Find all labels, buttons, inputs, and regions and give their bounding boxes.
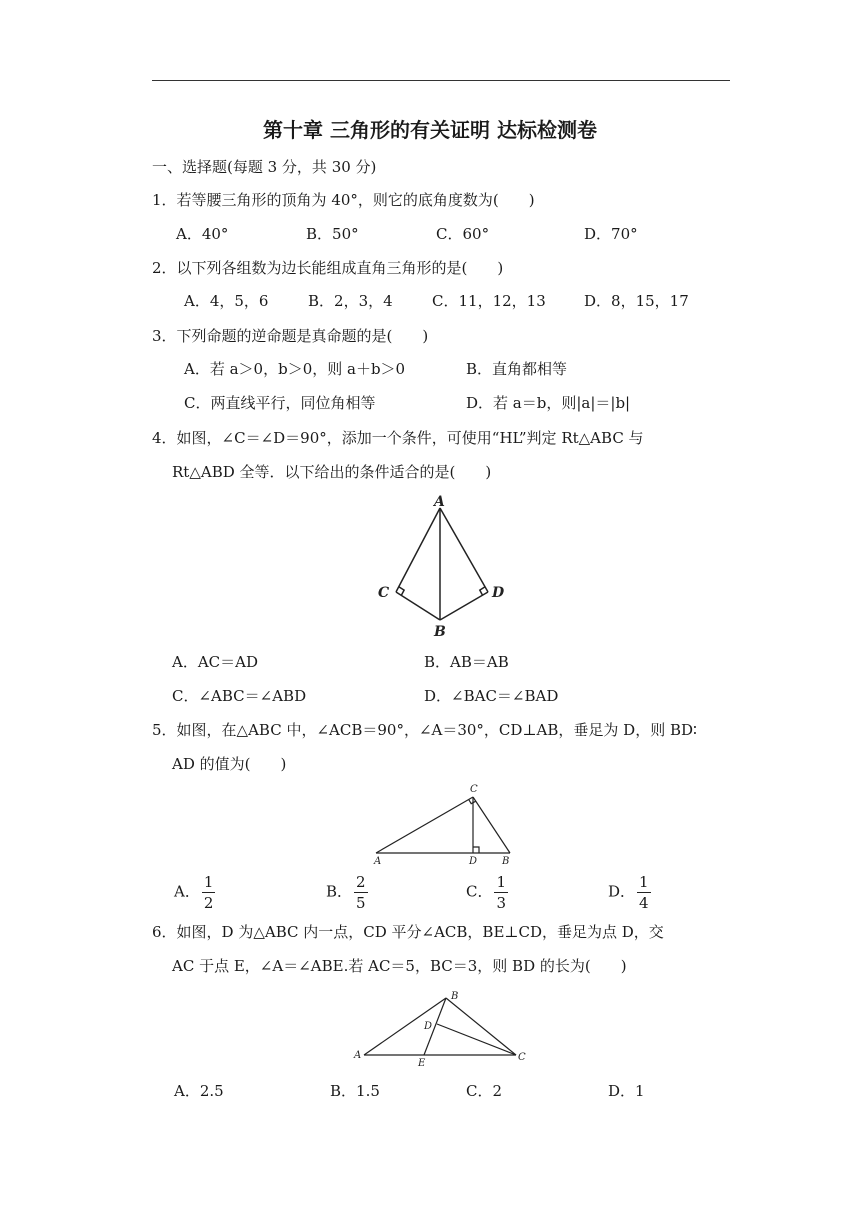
q5-option-a[interactable] — [174, 872, 215, 913]
q3-option-a[interactable]: A．若 a＞0，b＞0，则 a＋b＞0 — [184, 360, 406, 378]
question-4-stem-line2: Rt△ABD 全等．以下给出的条件适合的是( ) — [172, 463, 492, 481]
q5-option-d-fraction — [637, 872, 651, 913]
fraction-numerator: 1 — [639, 873, 649, 891]
q2-option-c[interactable]: C．11，12，13 — [432, 292, 546, 310]
q1-option-a[interactable]: A．40° — [176, 225, 229, 243]
q6-label-a: A — [354, 1050, 362, 1061]
fraction-denominator: 4 — [639, 894, 649, 912]
q5-option-c-fraction — [494, 872, 508, 913]
q5-figure — [366, 780, 526, 870]
q5-option-c[interactable] — [466, 872, 508, 913]
q4-option-c[interactable]: C．∠ABC＝∠ABD — [172, 687, 307, 705]
q4-label-b: B — [434, 624, 446, 640]
q5-option-b-fraction — [354, 872, 368, 913]
q5-option-a-fraction — [202, 872, 216, 913]
q6-label-c: C — [518, 1052, 526, 1063]
header-rule — [152, 80, 730, 81]
q5-option-c-letter: C． — [466, 882, 493, 901]
q2-option-a[interactable]: A．4，5，6 — [184, 292, 269, 310]
q6-figure — [350, 986, 536, 1072]
q3-option-c[interactable]: C．两直线平行，同位角相等 — [184, 394, 376, 412]
q6-option-a[interactable]: A．2.5 — [174, 1082, 224, 1100]
q6-option-d[interactable]: D．1 — [608, 1082, 645, 1100]
q4-option-b[interactable]: B．AB＝AB — [424, 653, 509, 671]
question-4-stem-line1: 4．如图，∠C＝∠D＝90°，添加一个条件，可使用“HL”判定 Rt△ABC 与 — [152, 429, 644, 447]
q5-label-a: A — [374, 856, 382, 867]
q6-label-e: E — [418, 1058, 426, 1069]
fraction-denominator: 2 — [203, 894, 214, 912]
page-title: 第十章 三角形的有关证明 达标检测卷 — [263, 118, 597, 142]
q3-option-b[interactable]: B．直角都相等 — [466, 360, 568, 378]
fraction-numerator: 2 — [356, 873, 366, 891]
q5-option-b[interactable] — [326, 872, 368, 913]
q3-option-d[interactable]: D．若 a＝b，则|a|＝|b| — [466, 394, 631, 412]
q6-label-b: B — [451, 991, 459, 1002]
fraction-numerator: 1 — [203, 873, 214, 891]
q5-label-c: C — [470, 784, 478, 795]
q2-option-b[interactable]: B．2，3，4 — [308, 292, 393, 310]
fraction-numerator: 1 — [496, 873, 507, 891]
q5-option-b-letter: B． — [326, 882, 353, 901]
q1-option-c[interactable]: C．60° — [436, 225, 490, 243]
fraction-denominator: 3 — [496, 894, 507, 912]
question-5-stem-line2: AD 的值为( ) — [172, 755, 287, 773]
question-6-stem-line1: 6．如图，D 为△ABC 内一点，CD 平分∠ACB，BE⊥CD，垂足为点 D，交 — [152, 923, 664, 941]
q2-option-d[interactable]: D．8，15，17 — [584, 292, 689, 310]
q4-figure — [370, 492, 510, 642]
q4-label-d: D — [492, 585, 505, 601]
q5-option-d[interactable] — [608, 872, 651, 913]
q4-option-d[interactable]: D．∠BAC＝∠BAD — [424, 687, 559, 705]
q5-label-b: B — [502, 856, 510, 867]
q4-option-a[interactable]: A．AC＝AD — [172, 653, 259, 671]
question-3-stem: 3．下列命题的逆命题是真命题的是( ) — [152, 327, 429, 345]
question-5-stem-line1: 5．如图，在△ABC 中，∠ACB＝90°，∠A＝30°，CD⊥AB，垂足为 D，则 BD∶ — [152, 721, 697, 739]
question-1-stem: 1．若等腰三角形的顶角为 40°，则它的底角度数为( ) — [152, 191, 535, 209]
section-heading: 一、选择题(每题 3 分，共 30 分) — [152, 158, 377, 176]
q6-option-c[interactable]: C．2 — [466, 1082, 503, 1100]
q6-option-b[interactable]: B．1.5 — [330, 1082, 380, 1100]
question-2-stem: 2．以下列各组数为边长能组成直角三角形的是( ) — [152, 259, 504, 277]
question-6-stem-line2: AC 于点 E，∠A＝∠ABE.若 AC＝5，BC＝3，则 BD 的长为( ) — [172, 957, 627, 975]
q1-option-b[interactable]: B．50° — [306, 225, 359, 243]
fraction-denominator: 5 — [356, 894, 366, 912]
q5-option-a-letter: A． — [174, 882, 200, 901]
q5-option-d-letter: D． — [608, 882, 636, 901]
q6-label-d: D — [424, 1021, 433, 1032]
q1-option-d[interactable]: D．70° — [584, 225, 638, 243]
q4-label-c: C — [378, 585, 390, 601]
q4-label-a: A — [434, 494, 445, 510]
q5-label-d: D — [469, 856, 478, 867]
